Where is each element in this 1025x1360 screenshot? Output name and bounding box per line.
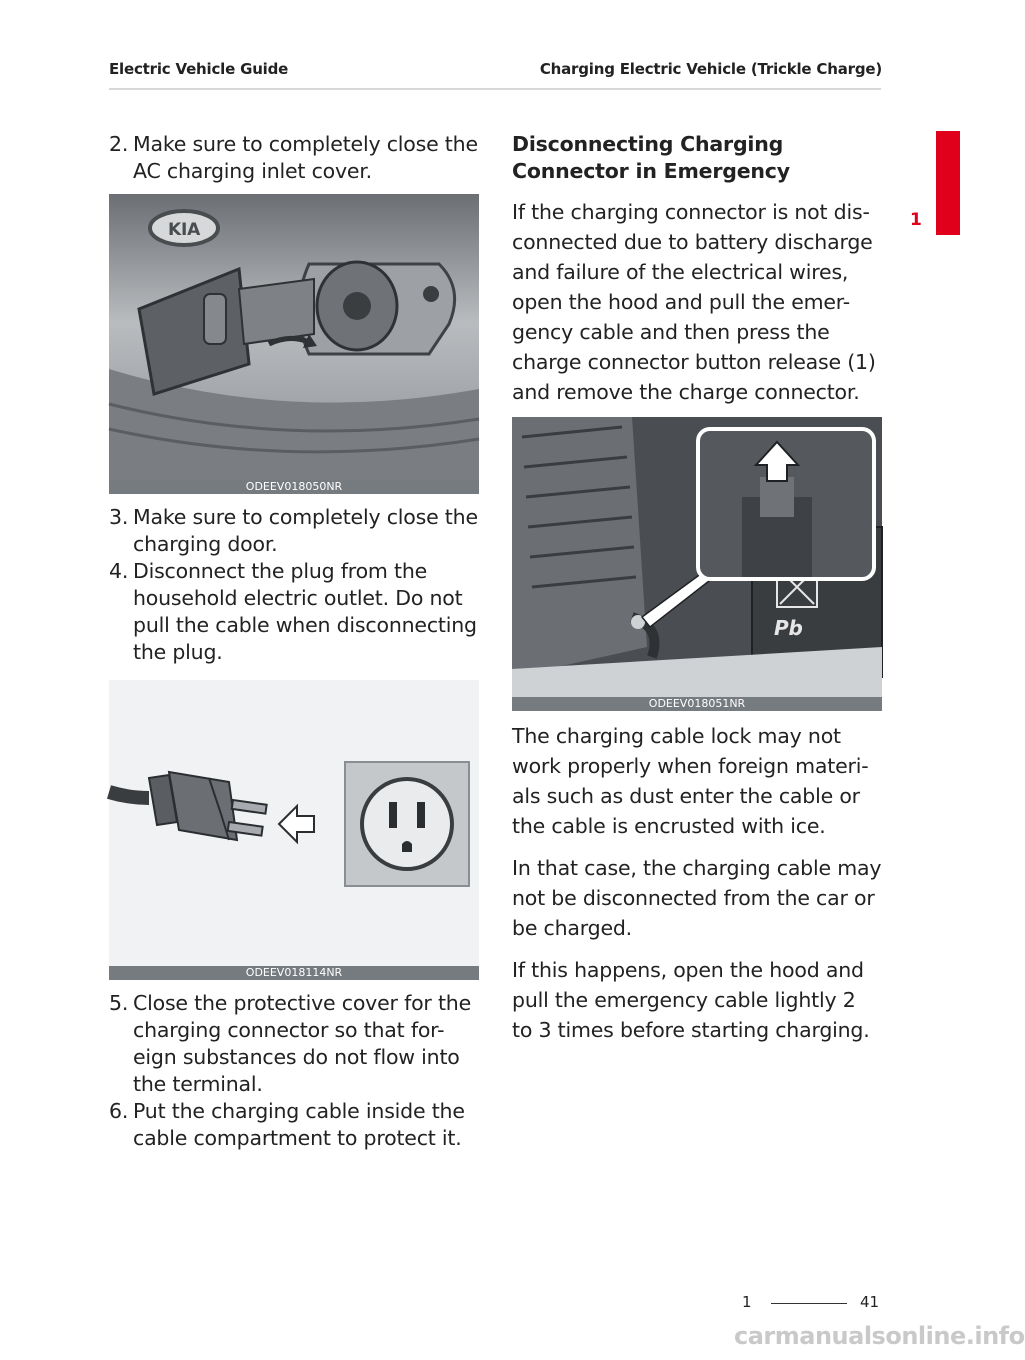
footer-chapter-number: 1 <box>742 1293 752 1311</box>
figure-plug-outlet <box>109 680 479 980</box>
step-number: 3. <box>109 505 129 529</box>
step-4 <box>109 558 481 666</box>
figure-caption: ODEEV018114NR <box>109 966 479 980</box>
figure-caption: ODEEV018051NR <box>512 697 882 711</box>
watermark: carmanualsonline.info <box>734 1322 1025 1350</box>
step-text: Put the charging cable inside the cable compartment to protect it. <box>133 1099 465 1150</box>
step-5 <box>109 990 481 1098</box>
running-header-right: Charging Electric Vehicle (Trickle Charge) <box>539 60 882 78</box>
step-text: Make sure to completely close the charging door. <box>133 505 478 556</box>
step-text: Make sure to completely close the AC charging inlet cover. <box>133 132 478 183</box>
battery-pb-label: Pb <box>774 616 803 640</box>
step-text: Disconnect the plug from the household electric outlet. Do not pull the cable when disconnecting the plug. <box>133 559 477 664</box>
footer-page-number: 41 <box>860 1293 880 1311</box>
chapter-tab <box>936 131 960 235</box>
paragraph-lock-issue: The charging cable lock may not work properly when foreign materi-als such as dust enter the cable or the cable is encrusted with ice. <box>512 724 869 838</box>
step-number: 6. <box>109 1099 129 1123</box>
running-header-left: Electric Vehicle Guide <box>109 60 289 78</box>
paragraph-disconnect-issue: In that case, the charging cable may not be disconnected from the car or be charged. <box>512 856 882 940</box>
figure-emergency-cable <box>512 417 882 711</box>
paragraph-emergency-intro: If the charging connector is not dis-connected due to battery discharge and failure of the electrical wires, open the hood and pull the emer-gency cable and then press the charge connector button release (1) and remove the charge connector. <box>512 200 876 404</box>
chapter-tab-number: 1 <box>910 210 922 230</box>
section-heading: Disconnecting Charging Connector in Emergency <box>512 132 790 183</box>
step-6 <box>109 1098 481 1152</box>
right-column <box>512 131 882 1057</box>
step-text: Close the protective cover for the charging connector so that for-eign substances do not flow into the terminal. <box>133 991 472 1096</box>
step-number: 5. <box>109 991 129 1015</box>
step-number: 4. <box>109 559 129 583</box>
step-2 <box>109 131 481 185</box>
plug-outlet-illustration <box>109 680 479 966</box>
footer-divider <box>771 1303 847 1304</box>
left-column <box>109 131 481 1152</box>
step-3 <box>109 504 481 558</box>
header-divider <box>109 88 881 90</box>
figure-charging-inlet <box>109 194 479 494</box>
charging-inlet-illustration <box>109 194 479 480</box>
paragraph-remedy: If this happens, open the hood and pull the emergency cable lightly 2 to 3 times before starting charging. <box>512 958 870 1042</box>
engine-bay-illustration <box>512 417 882 697</box>
kia-logo: KIA <box>167 220 201 240</box>
step-number: 2. <box>109 132 129 156</box>
figure-caption: ODEEV018050NR <box>109 480 479 494</box>
